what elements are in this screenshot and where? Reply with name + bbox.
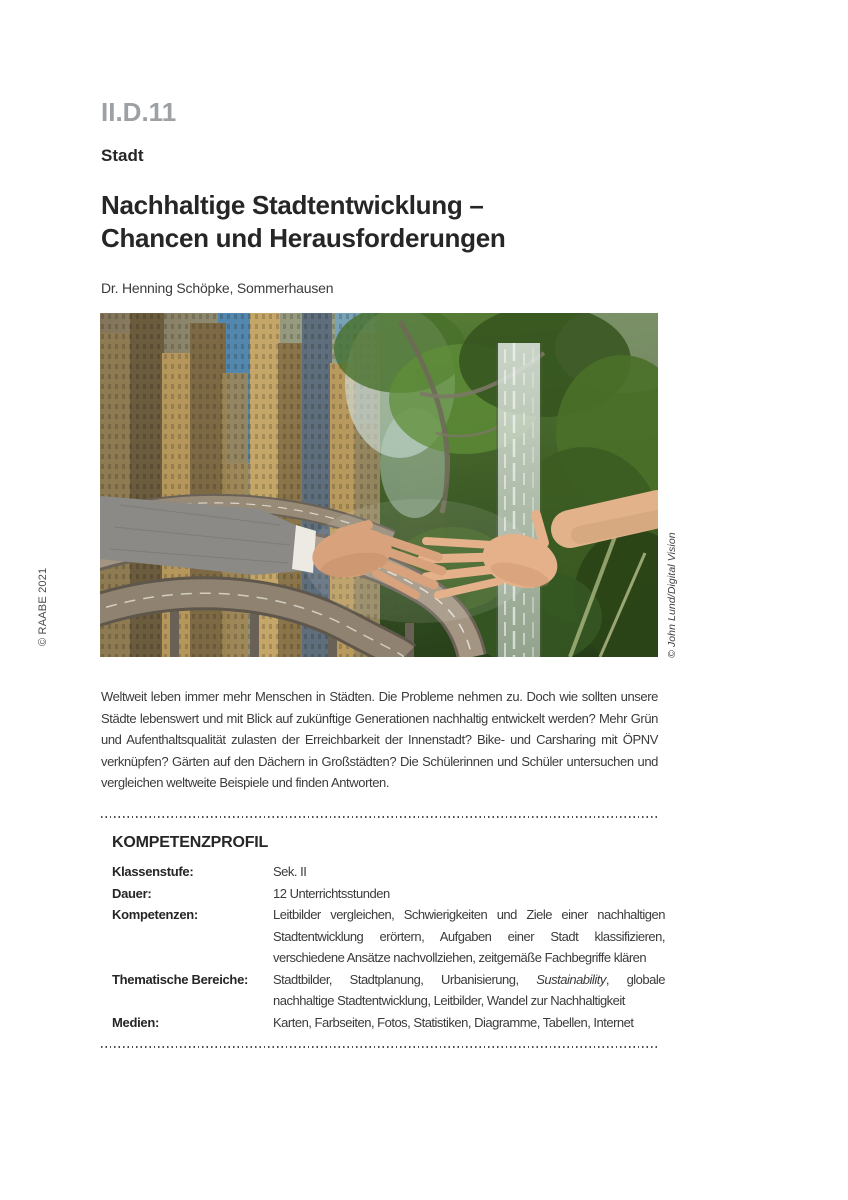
- copyright-vertical-text: © RAABE 2021: [37, 567, 49, 646]
- profile-value-segment: Stadtbilder, Stadtplanung, Urbanisierung,: [273, 971, 537, 987]
- author-line: Dr. Henning Schöpke, Sommerhausen: [101, 280, 334, 296]
- profile-row-label: Dauer:: [112, 885, 152, 901]
- intro-paragraph: Weltweit leben immer mehr Menschen in Städten. Die Probleme nehmen zu. Doch wie sollten unsere Städte lebenswert und mit Blick auf zukünftige Generationen nachhaltig entwickelt werden? Mehr Grün und Aufenthaltsqualität zulasten der Erreichbarkeit der Innenstadt? Bike- und Carsharing mit ÖPNV verknüpfen? Gärten auf den Dächern in Großstädten? Die Schülerinnen und Schüler untersuchen und vergleichen weltweite Beispiele und finden Antworten.: [101, 689, 658, 790]
- category-label: Stadt: [101, 146, 144, 165]
- profile-row: [112, 969, 665, 1012]
- page-title-line2: Chancen und Herausforderungen: [101, 223, 506, 253]
- profile-row-value: [273, 969, 665, 1012]
- profile-row-value: [273, 904, 665, 969]
- profile-value-italic-segment: Sustainability: [536, 971, 606, 987]
- profile-row: [112, 1012, 665, 1034]
- profile-row-label: Thematische Bereiche:: [112, 971, 249, 987]
- profile-value-segment: Karten, Farbseiten, Fotos, Statistiken, Diagramme, Tabellen, Internet: [273, 1014, 634, 1030]
- profile-row-label: Klassenstufe:: [112, 864, 194, 879]
- profile-row-label: Medien:: [112, 1014, 160, 1030]
- profile-row-value: [273, 883, 665, 905]
- profile-row: [112, 904, 665, 969]
- profile-row: [112, 883, 665, 905]
- unit-code: II.D.11: [101, 97, 177, 127]
- hero-image-illustration: [100, 313, 658, 657]
- profile-row: [112, 861, 665, 883]
- page-title: [101, 189, 505, 255]
- hero-image: [100, 313, 658, 657]
- profile-value-segment: Sek. II: [273, 864, 307, 879]
- profile-value-segment: Leitbilder vergleichen, Schwierigkeiten und Ziele einer nachhaltigen Stadtentwicklung erörtern, Aufgaben einer Stadt klassifizieren, verschiedene Ansätze nachvollziehen, zeitgemäße Fachbegriffe klären: [273, 907, 665, 965]
- profile-value-segment: 12 Unterrichtsstunden: [273, 885, 390, 901]
- profile-row-value: [273, 861, 665, 883]
- profile-row-value: [273, 1012, 665, 1034]
- dotted-rule-bottom: [101, 1046, 658, 1048]
- page-title-line1: Nachhaltige Stadtentwicklung –: [101, 190, 484, 220]
- profile-rows: [112, 861, 665, 1033]
- dotted-rule-top: [101, 816, 658, 818]
- profile-row-label: Kompetenzen:: [112, 907, 198, 922]
- competence-profile-heading: KOMPETENZPROFIL: [112, 834, 269, 851]
- profile-value-segment: , globale nachhaltige Stadtentwicklung, Leitbilder, Wandel zur Nachhaltigkeit: [273, 971, 665, 1008]
- image-credit-vertical-text: © John Lund/Digital Vision: [666, 532, 678, 658]
